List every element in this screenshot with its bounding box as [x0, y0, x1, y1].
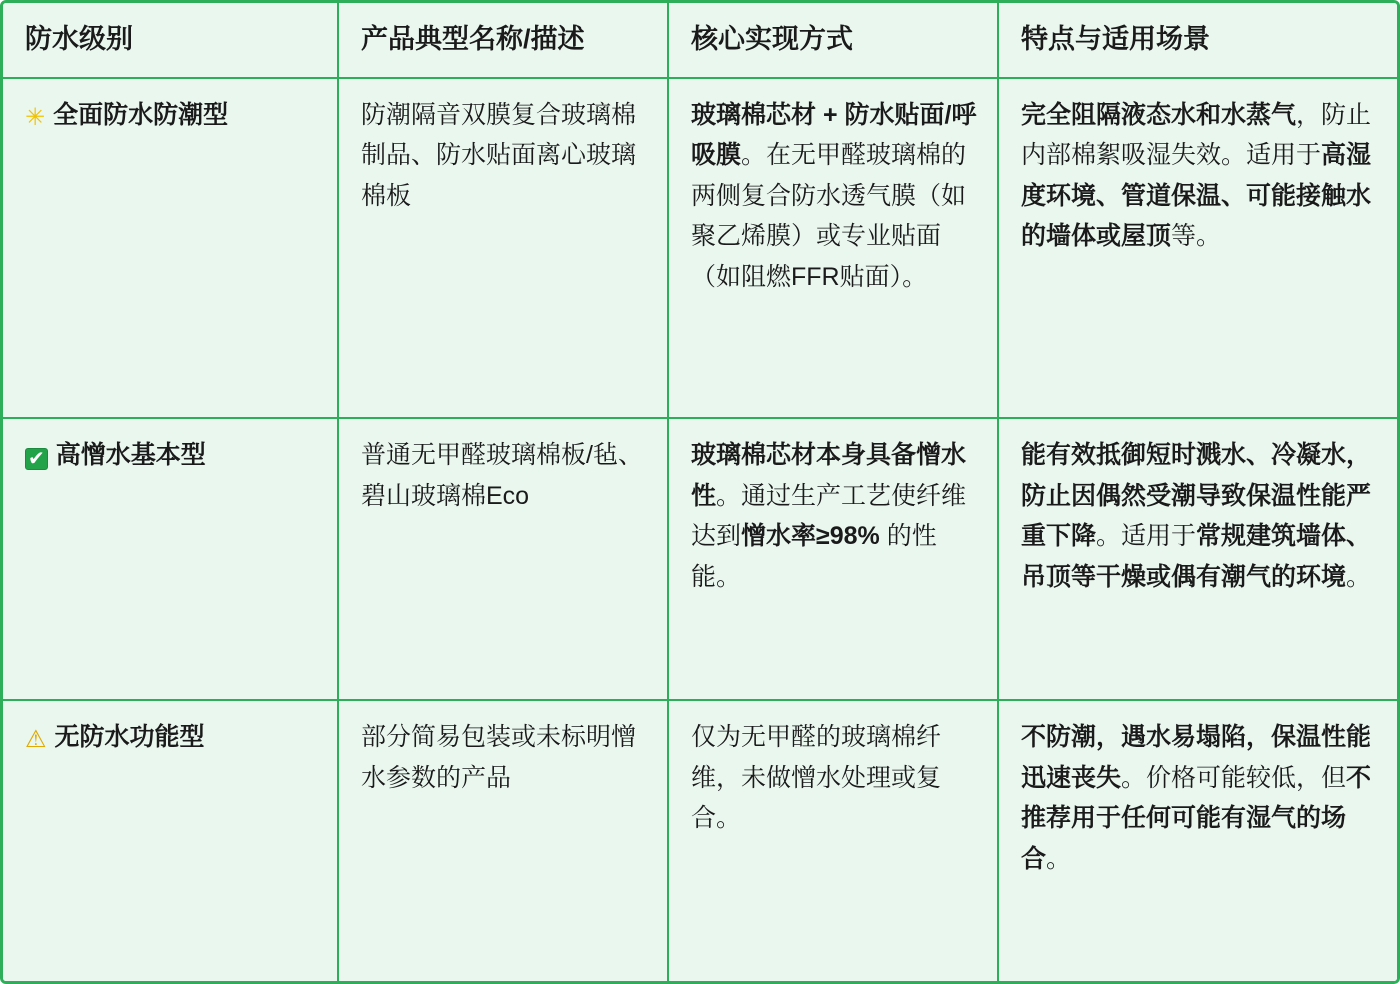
level-label: 全面防水防潮型: [53, 100, 229, 129]
sparkle-icon: ✳: [25, 103, 46, 131]
method-text: 仅为无甲醛的玻璃棉纤维，未做憎水处理或复合。: [691, 723, 942, 833]
cell-description: 普通无甲醛玻璃棉板/毡、碧山玻璃棉Eco: [338, 418, 668, 700]
table-header-row: [3, 3, 1397, 78]
cell-description: 部分简易包装或未标明憎水参数的产品: [338, 700, 668, 981]
cell-features: [998, 78, 1397, 418]
table-body: [3, 78, 1397, 981]
warning-triangle-icon: ⚠: [25, 726, 47, 754]
table-row: [3, 418, 1397, 700]
cell-level: [3, 78, 338, 418]
comparison-table: [3, 3, 1397, 981]
column-header-product: 产品典型名称/描述: [338, 3, 668, 78]
features-text: 不防潮，遇水易塌陷，保温性能迅速丧失。价格可能较低，但不推荐用于任何可能有湿气的场合。: [1021, 723, 1372, 873]
method-text: 玻璃棉芯材本身具备憎水性。通过生产工艺使纤维达到憎水率≥98% 的性能。: [691, 441, 967, 591]
cell-method: [668, 700, 998, 981]
features-text: 完全阻隔液态水和水蒸气，防止内部棉絮吸湿失效。适用于高湿度环境、管道保温、可能接触水的墙体或屋顶等。: [1021, 100, 1372, 251]
table-header: [3, 3, 1397, 78]
cell-features: [998, 700, 1397, 981]
level-label: 无防水功能型: [54, 723, 205, 752]
cell-method: [668, 418, 998, 700]
features-text: 能有效抵御短时溅水、冷凝水，防止因偶然受潮导致保温性能严重下降。适用于常规建筑墙体、吊顶等干燥或偶有潮气的环境。: [1021, 441, 1372, 591]
method-text: 玻璃棉芯材 + 防水贴面/呼吸膜。在无甲醛玻璃棉的两侧复合防水透气膜（如聚乙烯膜）或专业贴面（如阻燃FFR贴面）。: [691, 100, 977, 291]
cell-description: 防潮隔音双膜复合玻璃棉制品、防水贴面离心玻璃棉板: [338, 78, 668, 418]
table-row: [3, 700, 1397, 981]
table-row: [3, 78, 1397, 418]
cell-level: [3, 700, 338, 981]
level-label: 高憎水基本型: [55, 441, 206, 470]
column-header-features: 特点与适用场景: [998, 3, 1397, 78]
column-header-method: 核心实现方式: [668, 3, 998, 78]
cell-features: [998, 418, 1397, 700]
cell-level: [3, 418, 338, 700]
cell-method: [668, 78, 998, 418]
check-box-icon: ✔: [25, 448, 48, 470]
column-header-level: 防水级别: [3, 3, 338, 78]
